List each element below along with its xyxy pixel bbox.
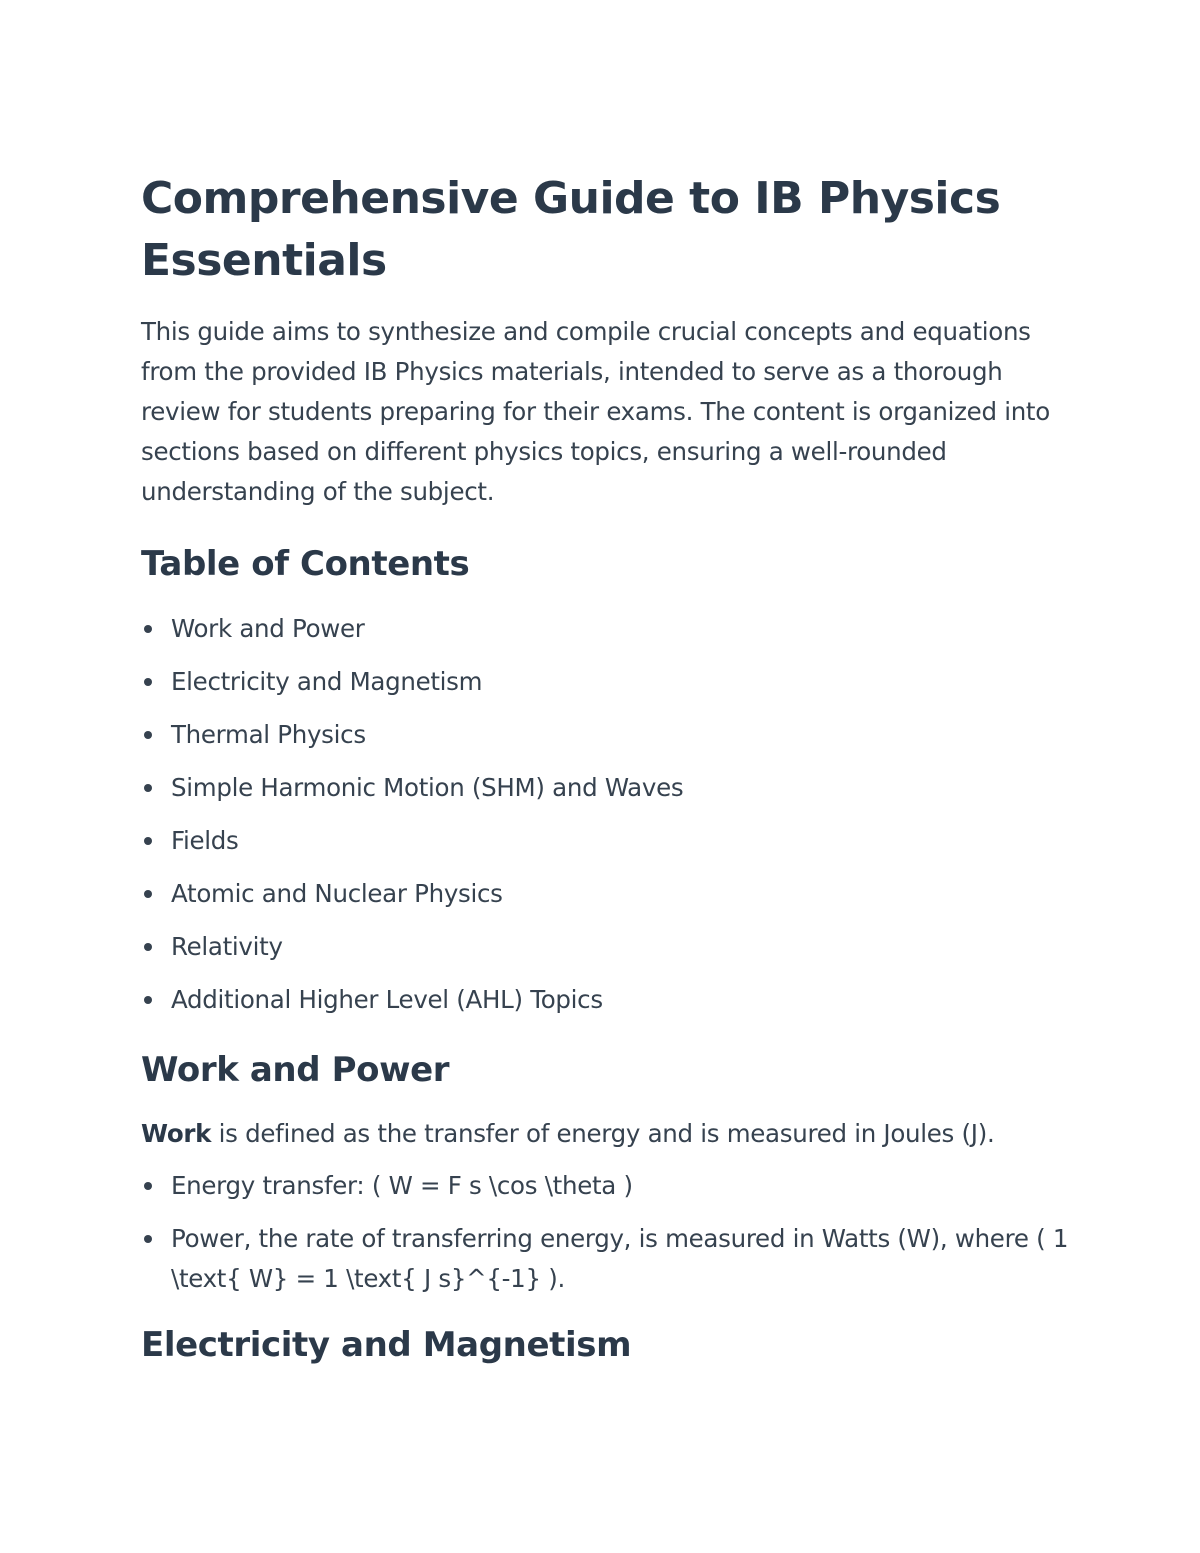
toc-item — [141, 655, 1071, 708]
electricity-heading: Electricity and Magnetism — [141, 1325, 632, 1365]
toc-item-label: Fields — [171, 826, 239, 855]
work-power-list — [141, 1166, 1071, 1299]
list-item-text: Power, the rate of transferring energy, is measured in Watts (W), where ( 1 \text{ W} = 1 \text{ J s}^{-1} ). — [171, 1224, 1069, 1293]
toc-list — [141, 602, 1071, 1026]
bullet-icon — [144, 678, 152, 686]
list-item — [141, 1166, 1071, 1206]
toc-item-label: Atomic and Nuclear Physics — [171, 879, 503, 908]
toc-item-label: Simple Harmonic Motion (SHM) and Waves — [171, 773, 684, 802]
bullet-icon — [144, 731, 152, 739]
list-item-text: Energy transfer: ( W = F s \cos \theta ) — [171, 1171, 633, 1200]
toc-item — [141, 814, 1071, 867]
bullet-icon — [144, 837, 152, 845]
bullet-icon — [144, 890, 152, 898]
toc-item-label: Thermal Physics — [171, 720, 366, 749]
toc-item — [141, 602, 1071, 655]
document-title: Comprehensive Guide to IB Physics Essentials — [141, 173, 1001, 286]
work-definition — [141, 1114, 1071, 1154]
toc-item — [141, 708, 1071, 761]
bullet-icon — [144, 625, 152, 633]
toc-item — [141, 761, 1071, 814]
intro-paragraph: This guide aims to synthesize and compile crucial concepts and equations from the provided IB Physics materials, intended to serve as a thorough review for students preparing for their exams. The content is organized into sections based on different physics topics, ensuring a well-rounded understanding of the subject. — [141, 317, 1050, 506]
toc-item-label: Work and Power — [171, 614, 365, 643]
list-item — [141, 1219, 1071, 1299]
bullet-icon — [144, 1182, 152, 1190]
toc-item-label: Relativity — [171, 932, 283, 961]
toc-item — [141, 920, 1071, 973]
bullet-icon — [144, 784, 152, 792]
bullet-icon — [144, 943, 152, 951]
bullet-icon — [144, 1235, 152, 1243]
toc-heading: Table of Contents — [141, 544, 470, 584]
toc-item — [141, 973, 1071, 1026]
toc-item-label: Additional Higher Level (AHL) Topics — [171, 985, 603, 1014]
work-term: Work — [141, 1119, 212, 1148]
work-power-heading: Work and Power — [141, 1050, 450, 1090]
toc-item — [141, 867, 1071, 920]
document-page — [141, 168, 1071, 1369]
bullet-icon — [144, 996, 152, 1004]
toc-item-label: Electricity and Magnetism — [171, 667, 483, 696]
work-definition-text: is defined as the transfer of energy and is measured in Joules (J). — [211, 1119, 995, 1148]
